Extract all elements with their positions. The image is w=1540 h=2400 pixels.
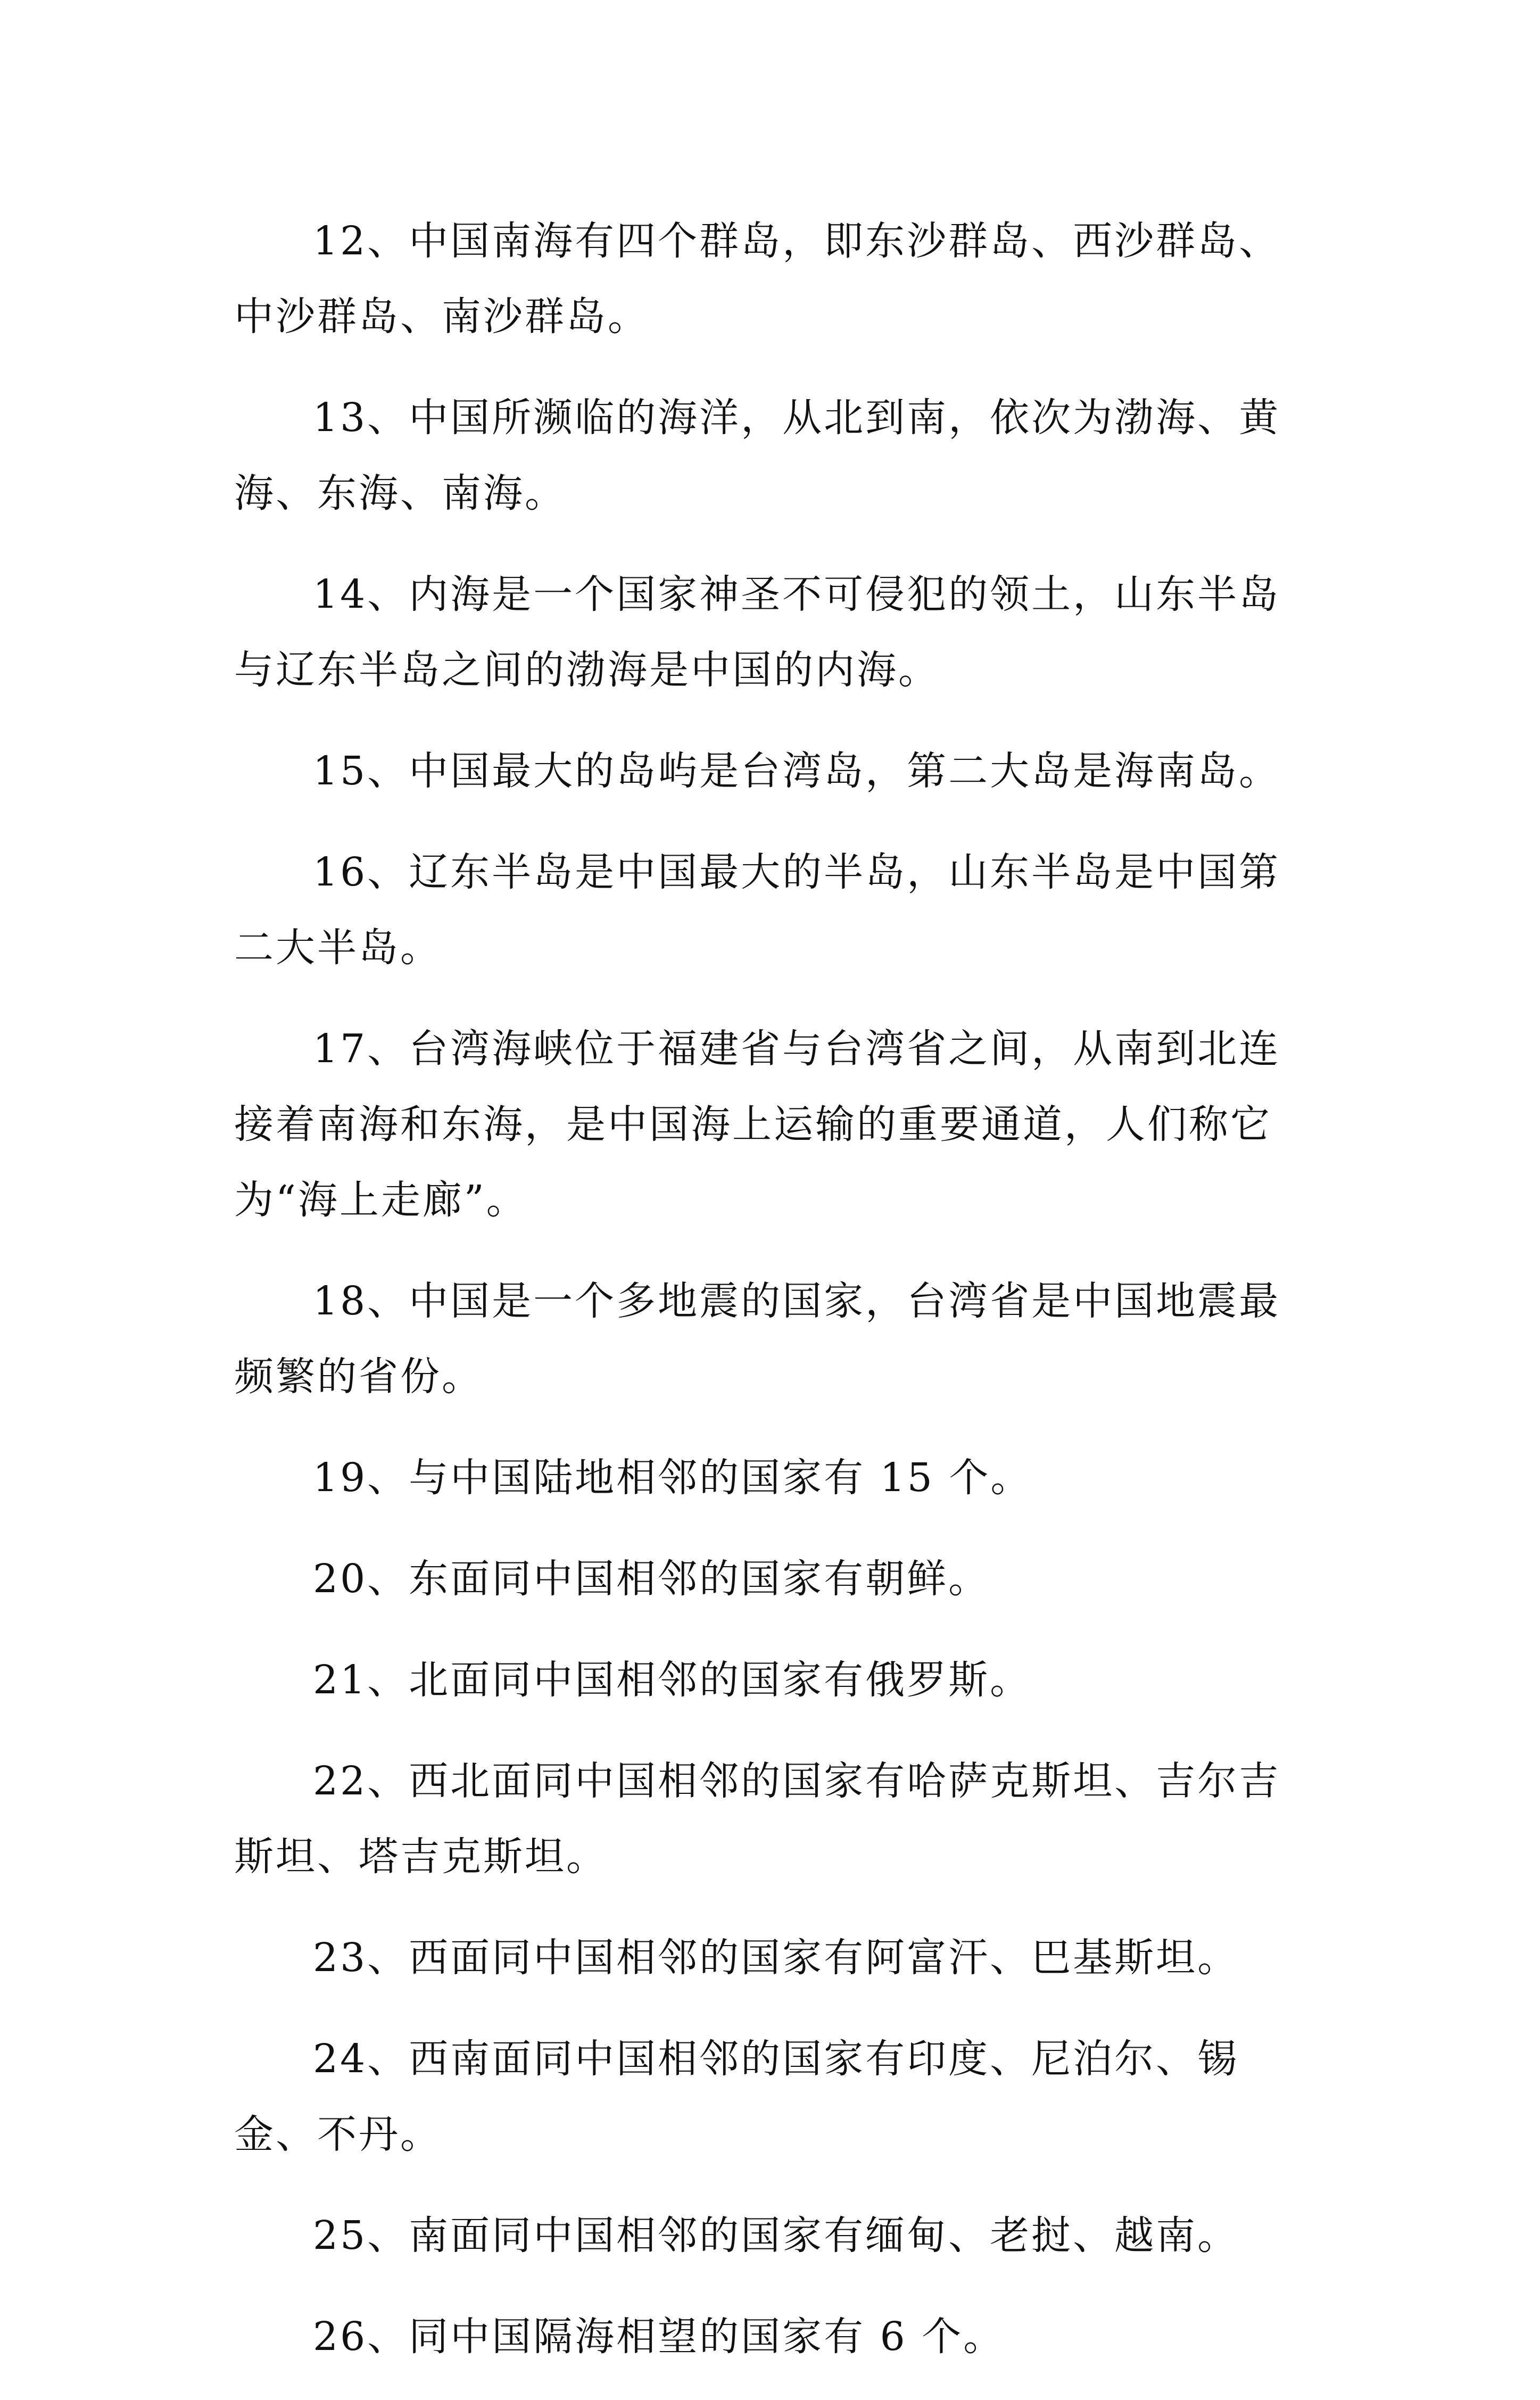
paragraph-20: 20、东面同中国相邻的国家有朝鲜。 — [313, 1556, 990, 1602]
paragraph-13: 13、中国所濒临的海洋，从北到南，依次为渤海、黄海、东海、南海。 — [234, 395, 1281, 516]
paragraph-16: 16、辽东半岛是中国最大的半岛，山东半岛是中国第二大半岛。 — [234, 849, 1281, 971]
paragraph-23: 23、西面同中国相邻的国家有阿富汗、巴基斯坦。 — [313, 1935, 1239, 1981]
paragraph-26: 26、同中国隔海相望的国家有 6 个。 — [313, 2314, 1005, 2360]
paragraph-14: 14、内海是一个国家神圣不可侵犯的领土，山东半岛与辽东半岛之间的渤海是中国的内海。 — [234, 572, 1281, 693]
paragraph-19: 19、与中国陆地相邻的国家有 15 个。 — [313, 1455, 1032, 1501]
paragraph-17: 17、台湾海峡位于福建省与台湾省之间，从南到北连接着南海和东海，是中国海上运输的重要通道，人们称它为“海上走廊”。 — [234, 1026, 1281, 1223]
paragraph-12: 12、中国南海有四个群岛，即东沙群岛、西沙群岛、中沙群岛、南沙群岛。 — [234, 218, 1281, 340]
paragraph-15: 15、中国最大的岛屿是台湾岛，第二大岛是海南岛。 — [313, 748, 1281, 794]
paragraph-18: 18、中国是一个多地震的国家，台湾省是中国地震最频繁的省份。 — [234, 1278, 1281, 1400]
paragraph-25: 25、南面同中国相邻的国家有缅甸、老挝、越南。 — [313, 2213, 1239, 2258]
document-body — [234, 203, 1309, 2400]
paragraph-24: 24、西南面同中国相邻的国家有印度、尼泊尔、锡金、不丹。 — [234, 2036, 1239, 2157]
paragraph-21: 21、北面同中国相邻的国家有俄罗斯。 — [313, 1657, 1032, 1703]
paragraph-22: 22、西北面同中国相邻的国家有哈萨克斯坦、吉尔吉斯坦、塔吉克斯坦。 — [234, 1758, 1281, 1880]
